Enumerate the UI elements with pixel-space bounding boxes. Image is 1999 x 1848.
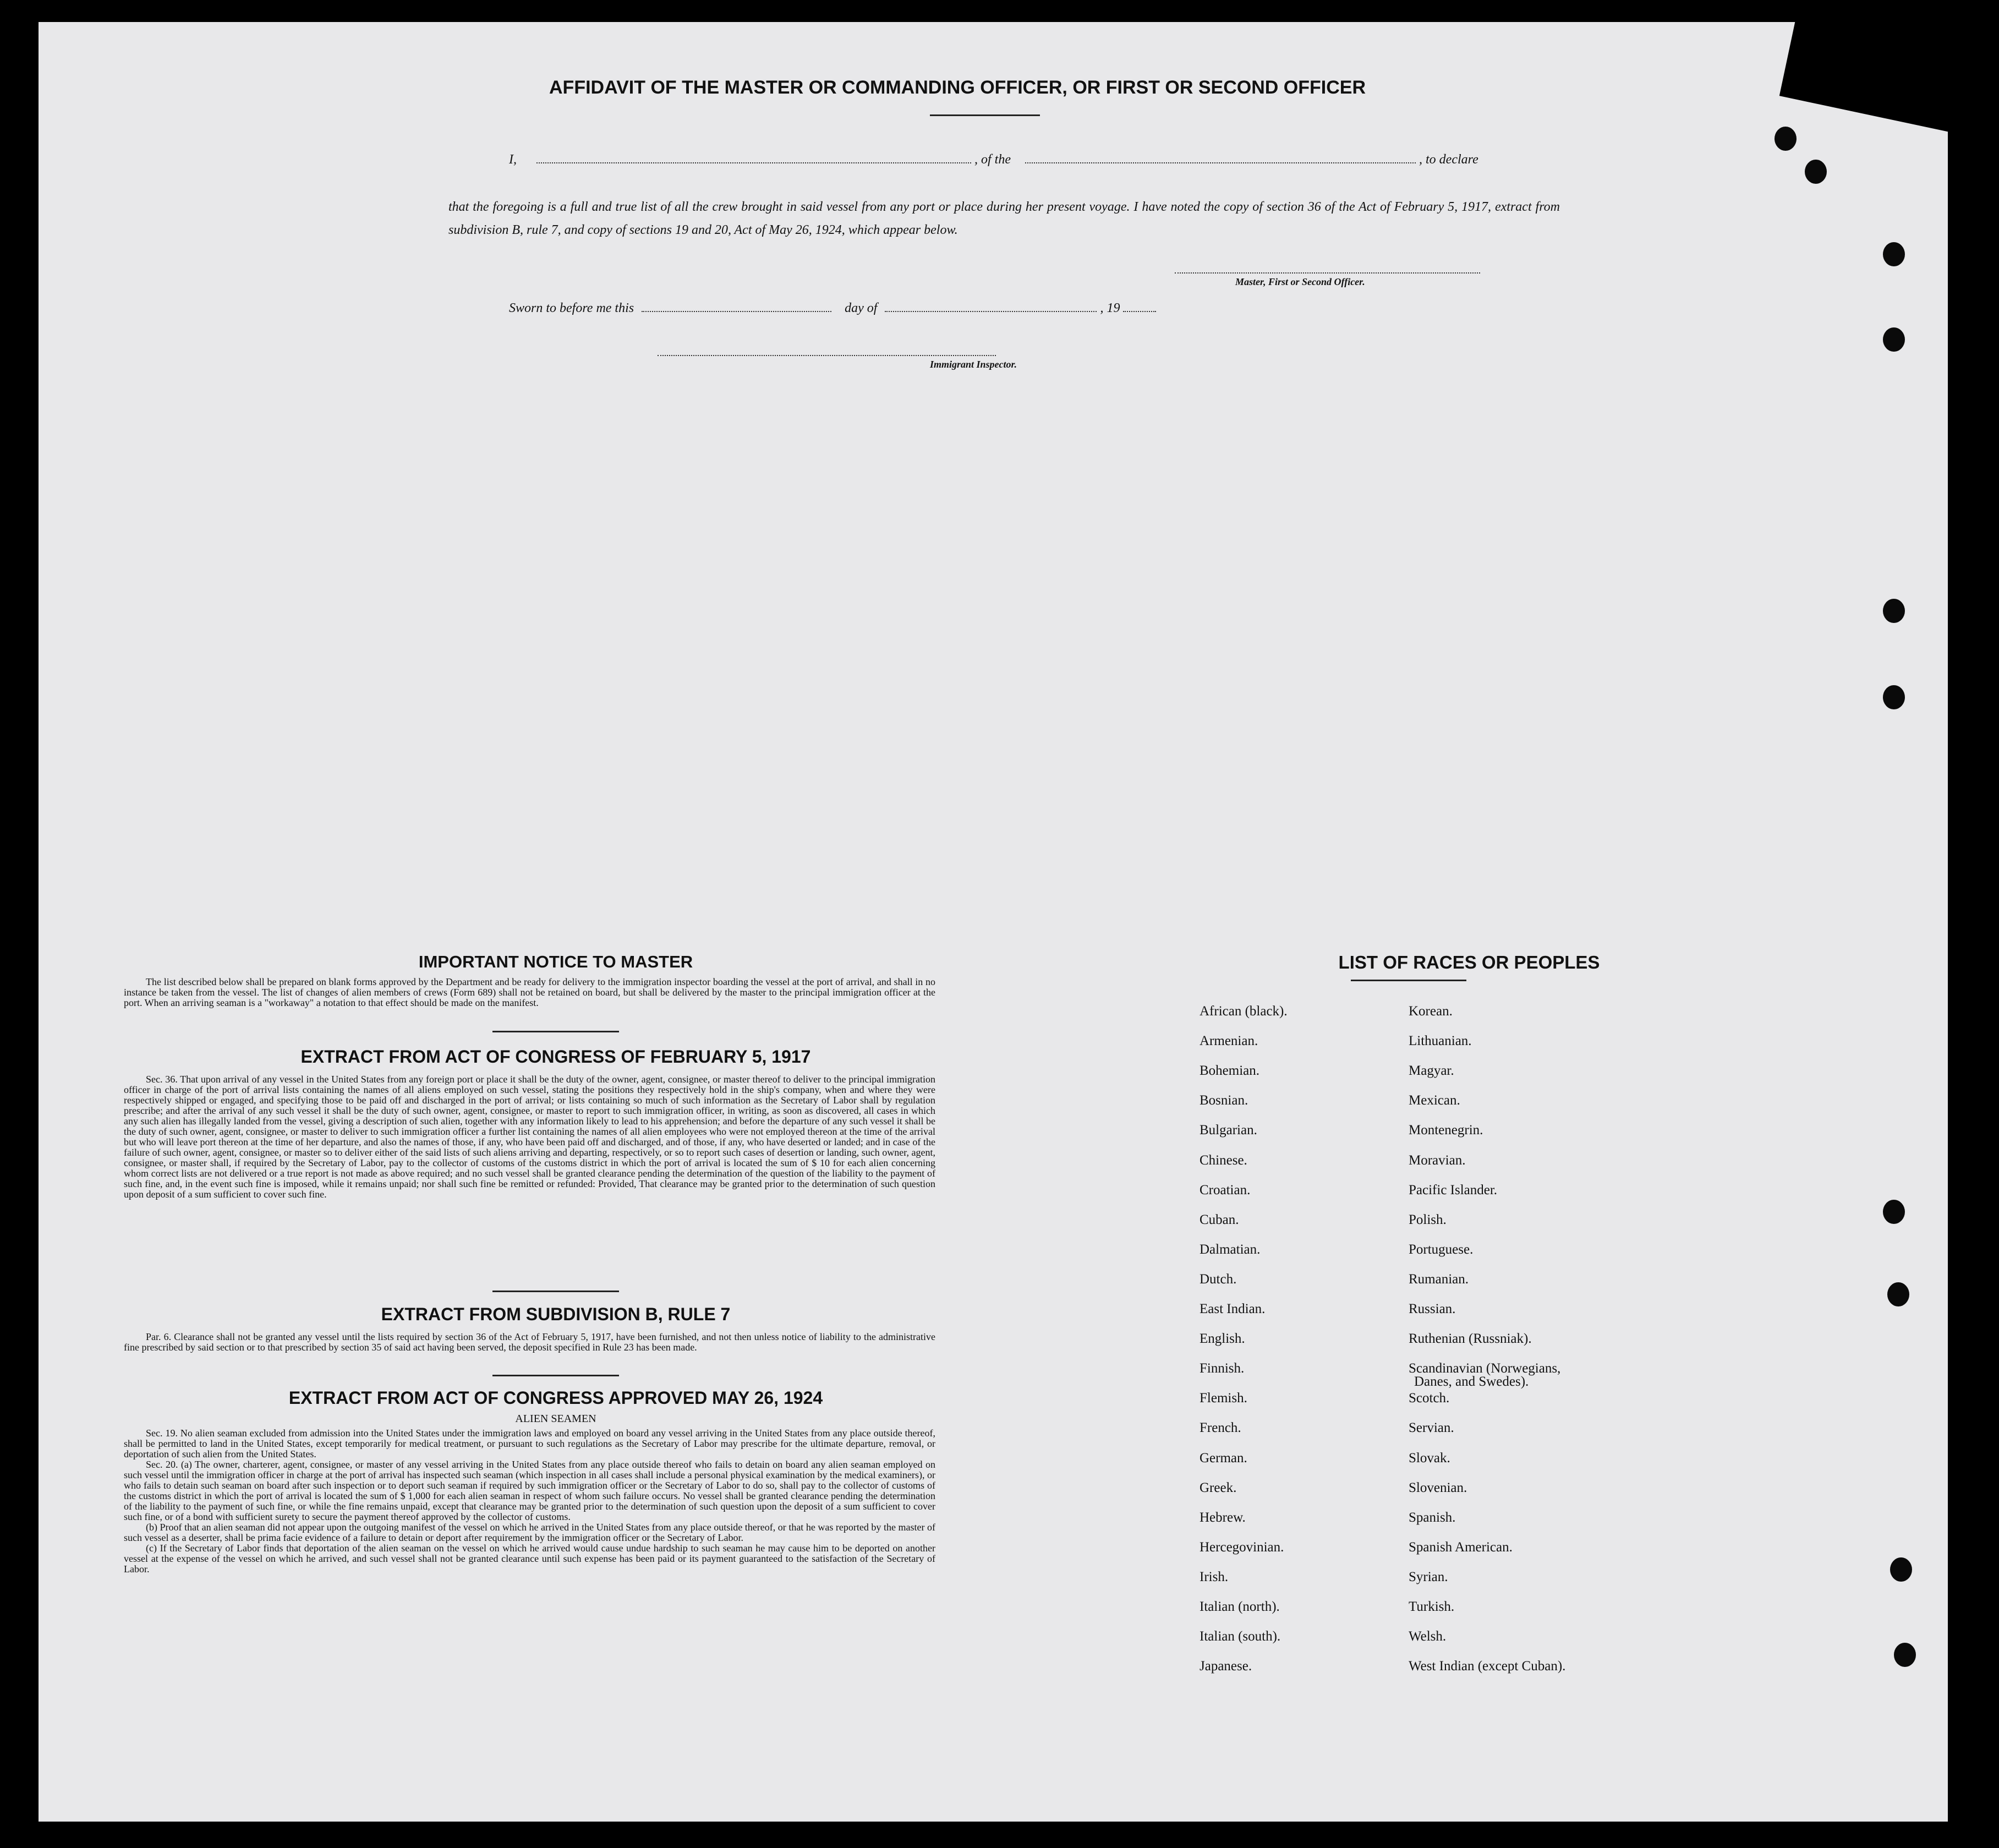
race-item: Hercegovinian.	[1200, 1540, 1284, 1555]
race-item: Ruthenian (Russniak).	[1409, 1331, 1532, 1346]
race-item: Syrian.	[1409, 1570, 1448, 1584]
sworn-year-field[interactable]	[1123, 300, 1156, 312]
race-item: West Indian (except Cuban).	[1409, 1659, 1566, 1674]
race-item: German.	[1200, 1451, 1247, 1466]
sworn-label: Sworn to before me this	[509, 301, 634, 315]
race-item: Spanish American.	[1409, 1540, 1513, 1555]
extract-1924-title: EXTRACT FROM ACT OF CONGRESS APPROVED MAY 26, 1924	[288, 1388, 823, 1408]
race-item: Bulgarian.	[1200, 1123, 1257, 1138]
affidavit-to-declare-label: , to declare	[1419, 152, 1478, 167]
affidavit-i-label: I,	[509, 152, 517, 167]
alien-seamen-subtitle: ALIEN SEAMEN	[515, 1413, 596, 1425]
punch-hole	[1805, 160, 1827, 184]
race-item: Bohemian.	[1200, 1063, 1260, 1078]
day-of-label: day of	[845, 301, 878, 315]
punch-hole	[1894, 1643, 1916, 1667]
race-item: Armenian.	[1200, 1034, 1258, 1048]
race-item: Rumanian.	[1409, 1272, 1469, 1287]
race-item: Chinese.	[1200, 1153, 1247, 1168]
punch-hole	[1775, 127, 1797, 151]
race-item: Spanish.	[1409, 1510, 1456, 1525]
race-item: Cuban.	[1200, 1212, 1239, 1227]
race-item: Slovenian.	[1409, 1480, 1467, 1495]
affidavit-declarant-line	[509, 151, 1478, 167]
race-item: Welsh.	[1409, 1629, 1447, 1644]
extract-1917-title: EXTRACT FROM ACT OF CONGRESS OF FEBRUARY 5, 1917	[300, 1047, 811, 1067]
affidavit-paragraph: that the foregoing is a full and true list of all the crew brought in said vessel from any port or place during her present voyage. I have noted the copy of section 36 of the Act of February 5, 1917, extract from subdivision B, rule 7, and copy of sections 19 and 20, Act of May 26, 1924, which appear below.	[448, 200, 1560, 237]
race-item: Bosnian.	[1200, 1093, 1248, 1108]
race-item: Scandinavian (Norwegians,	[1409, 1361, 1561, 1376]
race-item: Italian (north).	[1200, 1599, 1280, 1614]
section-rule	[492, 1375, 619, 1376]
race-item: Japanese.	[1200, 1659, 1252, 1674]
race-item: African (black).	[1200, 1004, 1288, 1019]
race-item: Danes, and Swedes).	[1414, 1374, 1529, 1389]
race-item: Slovak.	[1409, 1451, 1450, 1466]
race-item: Portuguese.	[1409, 1242, 1474, 1257]
race-item: Mexican.	[1409, 1093, 1460, 1108]
punch-hole	[1883, 327, 1905, 352]
sworn-line	[509, 300, 1156, 316]
punch-hole	[1883, 1200, 1905, 1224]
sworn-month-field[interactable]	[885, 300, 1097, 312]
master-signature-field[interactable]	[1175, 272, 1480, 274]
sec20b-text: (b) Proof that an alien seaman did not appear upon the outgoing manifest of the vessel on which he arrived in the United States from any place outside thereof, or that he was reported by the master of such vessel as a deserter, shall be prima facie evidence of a failure to detain or deport after requirement by the immigration officer or the Secretary of Labor.	[124, 1522, 935, 1543]
document-page	[39, 22, 1948, 1822]
race-item: Hebrew.	[1200, 1510, 1246, 1525]
race-item: Scotch.	[1409, 1391, 1450, 1406]
punch-hole	[1887, 1282, 1909, 1306]
punch-hole	[1883, 242, 1905, 266]
races-title: LIST OF RACES OR PEOPLES	[1338, 952, 1600, 972]
vessel-field[interactable]	[1025, 151, 1416, 163]
year-prefix-label: , 19	[1100, 301, 1120, 315]
race-item: Irish.	[1200, 1570, 1229, 1584]
race-item: English.	[1200, 1331, 1245, 1346]
race-item: Turkish.	[1409, 1599, 1455, 1614]
extract-1917-text: Sec. 36. That upon arrival of any vessel in the United States from any foreign port or place it shall be the duty of the owner, agent, consignee, or master thereof to deliver to the principal immigration officer in charge of the port of arrival lists containing the names of all aliens employed on such vessel, stating the positions they respectively hold in the ship's company, when and where they were respectively shipped or engaged, and specifying those to be paid off and discharged in the port of arrival; or lists containing so much of such information as the Secretary of Labor shall by regulation prescribe; and after the arrival of any such vessel it shall be the duty of such owner, agent, consignee, or master to report to such immigration officer, in writing, as soon as discovered, all cases in which any such alien has illegally landed from the vessel, giving a description of such alien, together with any information likely to lead to his apprehension; and before the departure of any such vessel it shall be the duty of such owner, agent, consignee, or master to deliver to such immigration officer a further list containing the names of all alien employees who were not employed thereon at the time of the arrival but who will leave port thereon at the time of her departure, and also the names of those, if any, who have been paid off and discharged, and of those, if any, who have deserted or landed; and in case of the failure of such owner, agent, consignee, or master so to deliver either of the said lists of such aliens arriving and departing, respectively, or so to report such cases of desertion or landing, such owner, agent, consignee, or master shall, if required by the Secretary of Labor, pay to the collector of customs of the customs district in which the port of arrival is located the sum of $ 10 for each alien concerning whom correct lists are not delivered or a true report is not made as above required; and no such vessel shall be granted clearance pending the determination of the question of the liability to the payment of such fine, and, in the event such fine is imposed, while it remains unpaid; nor shall such fine be remitted or refunded: Provided, That clearance may be granted prior to the determination of such question upon deposit of a sum sufficient to cover such fine.	[124, 1074, 935, 1200]
race-item: Croatian.	[1200, 1183, 1251, 1198]
race-item: Greek.	[1200, 1480, 1237, 1495]
race-item: East Indian.	[1200, 1302, 1266, 1316]
sworn-day-field[interactable]	[642, 300, 831, 312]
inspector-label: Immigrant Inspector.	[930, 359, 1017, 370]
punch-hole	[1883, 685, 1905, 709]
affidavit-title: AFFIDAVIT OF THE MASTER OR COMMANDING OFFICER, OR FIRST OR SECOND OFFICER	[549, 77, 1366, 98]
affidavit-rule	[930, 114, 1040, 116]
race-item: Servian.	[1409, 1420, 1454, 1435]
race-item: Moravian.	[1409, 1153, 1466, 1168]
race-item: French.	[1200, 1420, 1241, 1435]
race-item: Pacific Islander.	[1409, 1183, 1498, 1198]
race-item: Russian.	[1409, 1302, 1456, 1316]
race-item: Flemish.	[1200, 1391, 1247, 1406]
race-item: Lithuanian.	[1409, 1034, 1472, 1048]
sec19-text: Sec. 19. No alien seaman excluded from admission into the United States under the immigration laws and employed on board any vessel arriving in the United States from any place outside thereof, shall be permitted to land in the United States, except temporarily for medical treatment, or pursuant to such regulations as the Secretary of Labor may prescribe for the ultimate departure, removal, or deportation of such alien from the United States.	[124, 1428, 935, 1459]
section-rule	[492, 1031, 619, 1032]
punch-hole	[1883, 599, 1905, 623]
affidavit-of-the-label: , of the	[974, 152, 1011, 167]
race-item: Korean.	[1409, 1004, 1453, 1019]
extract-1924-body	[124, 1428, 935, 1574]
races-rule	[1351, 980, 1466, 981]
notice-text: The list described below shall be prepared on blank forms approved by the Department and be ready for delivery to the immigration inspector boarding the vessel at the port of arrival, and shall in no instance be taken from the vessel. The list of changes of alien members of crews (Form 689) shall not be retained on board, but shall be delivered by the master to the principal immigration officer at the port. When an arriving seaman is a "workaway" a notation to that effect should be made on the manifest.	[124, 976, 935, 1008]
race-item: Magyar.	[1409, 1063, 1454, 1078]
race-item: Finnish.	[1200, 1361, 1245, 1376]
race-item: Italian (south).	[1200, 1629, 1281, 1644]
race-item: Montenegrin.	[1409, 1123, 1483, 1138]
master-signature-label: Master, First or Second Officer.	[1235, 276, 1365, 287]
sec20c-text: (c) If the Secretary of Labor finds that deportation of the alien seaman on the vessel on which he arrived would cause undue hardship to such seaman he may cause him to be deported on another vessel at the expense of the vessel on which he arrived, and such vessel shall not be granted clearance until such expense has been paid or its payment guaranteed to the satisfaction of the Secretary of Labor.	[124, 1543, 935, 1574]
sec20a-text: Sec. 20. (a) The owner, charterer, agent, consignee, or master of any vessel arriving in the United States from any place outside thereof who fails to detain on board any alien seaman employed on such vessel until the immigration officer in charge at the port of arrival has inspected such seaman (which inspection in all cases shall include a personal physical examination by the medical examiners), or who fails to detain such seaman on board after such inspection or to deport such seaman if required by such immigration officer or the Secretary of Labor to do so, shall pay to the collector of customs of the customs district in which the port of arrival is located the sum of $ 1,000 for each alien seaman in respect of whom such failure occurs. No vessel shall be granted clearance pending the determination of the liability to the payment of such fine, or while the fine remains unpaid, except that clearance may be granted prior to the determination of such question upon the deposit of a sum sufficient to cover such fine, or of a bond with sufficient surety to secure the payment thereof approved by the collector of customs.	[124, 1459, 935, 1522]
extract-rule7-text: Par. 6. Clearance shall not be granted any vessel until the lists required by section 36 of the Act of February 5, 1917, have been furnished, and not then unless notice of liability to the administrative fine prescribed by said section or to that prescribed by section 35 of said act having been served, the deposit specified in Rule 23 has been made.	[124, 1331, 935, 1353]
inspector-signature-field[interactable]	[658, 355, 996, 356]
section-rule	[492, 1291, 619, 1292]
punch-hole	[1890, 1557, 1912, 1582]
name-field[interactable]	[536, 151, 971, 163]
race-item: Dalmatian.	[1200, 1242, 1261, 1257]
race-item: Polish.	[1409, 1212, 1447, 1227]
race-item: Dutch.	[1200, 1272, 1237, 1287]
notice-title: IMPORTANT NOTICE TO MASTER	[418, 952, 693, 971]
extract-rule7-title: EXTRACT FROM SUBDIVISION B, RULE 7	[381, 1304, 731, 1324]
